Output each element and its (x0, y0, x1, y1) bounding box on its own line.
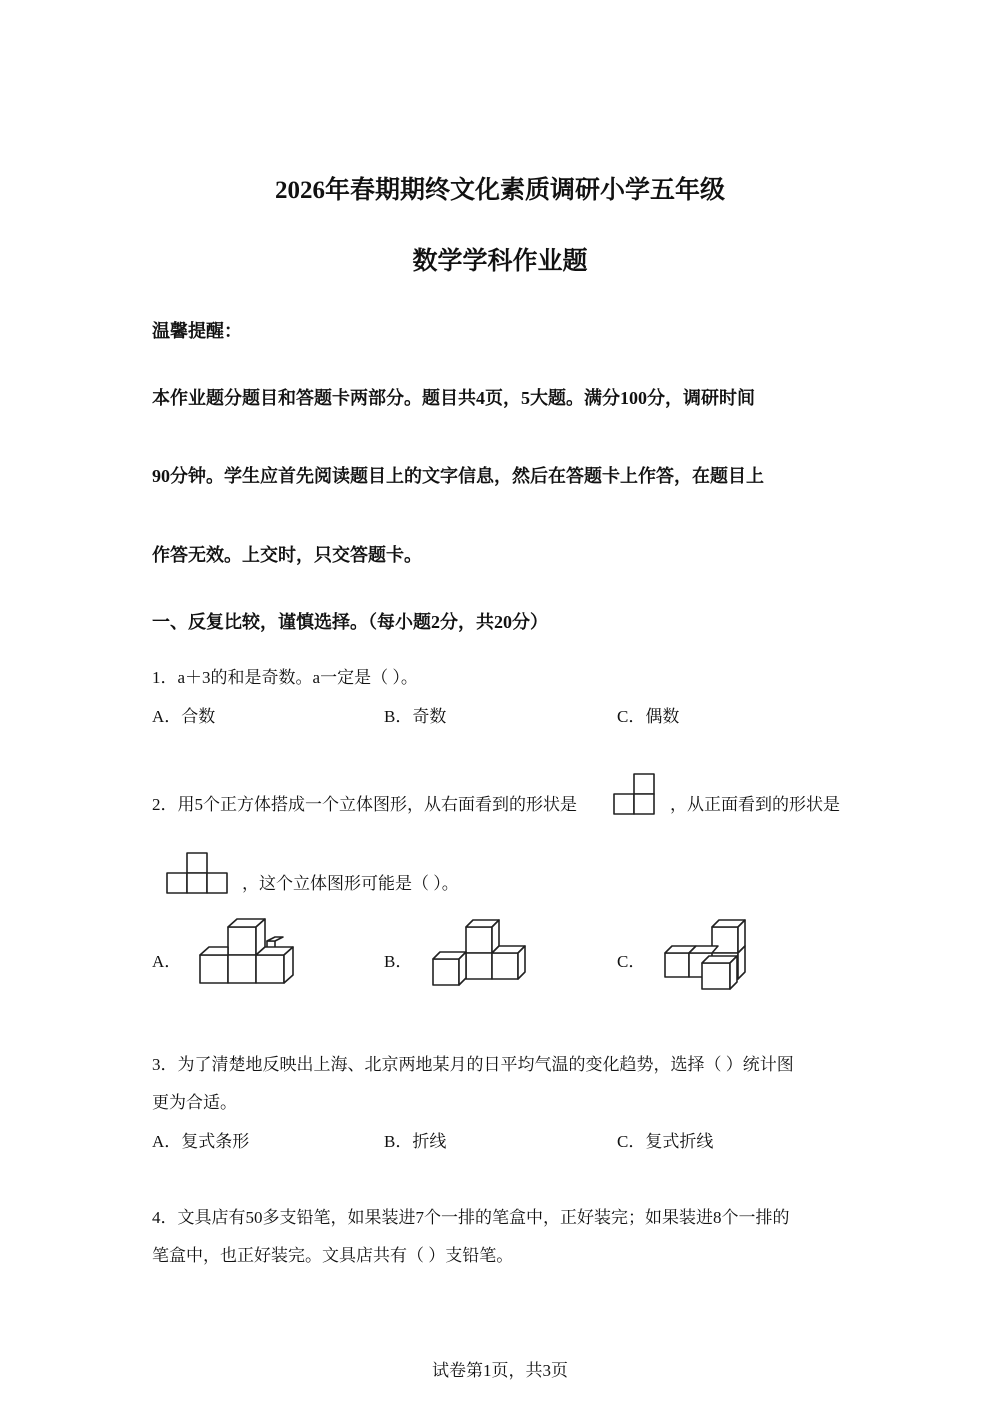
option-a-cube-figure (195, 915, 305, 990)
question-3-option-b: B．折线 (384, 1132, 447, 1151)
option-b-cube-figure (428, 915, 538, 990)
question-3-line-2: 更为合适。 (152, 1093, 237, 1112)
option-c-cube-figure (660, 915, 760, 990)
right-view-figure (614, 773, 658, 815)
front-view-figure (167, 852, 229, 894)
page-footer: 试卷第1页，共3页 (432, 1361, 568, 1380)
notice-line-3: 作答无效。上交时，只交答题卡。 (152, 545, 422, 565)
question-1-option-c: C．偶数 (617, 707, 680, 726)
section-1-heading: 一、反复比较，谨慎选择。（每小题2分，共20分） (152, 612, 548, 632)
title-line-1: 2026年春期期终文化素质调研小学五年级 (274, 177, 725, 204)
question-1-text: 1．a＋3的和是奇数。a一定是（ ）。 (152, 668, 418, 687)
question-2-option-b-label: B． (384, 952, 413, 971)
title-line-2: 数学学科作业题 (412, 248, 588, 275)
question-2-option-a-label: A． (152, 952, 182, 971)
question-1-option-b: B．奇数 (384, 707, 447, 726)
question-3-option-a: A．复式条形 (152, 1132, 250, 1151)
question-3-line-1: 3．为了清楚地反映出上海、北京两地某月的日平均气温的变化趋势，选择（ ）统计图 (152, 1055, 794, 1074)
question-2-option-c-label: C． (617, 952, 646, 971)
question-3-option-c: C．复式折线 (617, 1132, 714, 1151)
question-4-line-2: 笔盒中，也正好装完。文具店共有（ ）支铅笔。 (152, 1246, 514, 1265)
notice-line-1: 本作业题分题目和答题卡两部分。题目共4页，5大题。满分100分，调研时间 (152, 388, 755, 408)
question-2-text-part-3: ，这个立体图形可能是（ ）。 (242, 874, 459, 893)
notice-heading: 温馨提醒： (152, 321, 242, 341)
question-4-line-1: 4．文具店有50多支铅笔，如果装进7个一排的笔盒中，正好装完；如果装进8个一排的 (152, 1208, 790, 1227)
notice-line-2: 90分钟。学生应首先阅读题目上的文字信息，然后在答题卡上作答，在题目上 (152, 466, 764, 486)
question-1-option-a: A．合数 (152, 707, 216, 726)
question-2-text-part-2: ，从正面看到的形状是 (670, 795, 840, 814)
question-2-text-part-1: 2．用5个正方体搭成一个立体图形，从右面看到的形状是 (152, 795, 577, 814)
